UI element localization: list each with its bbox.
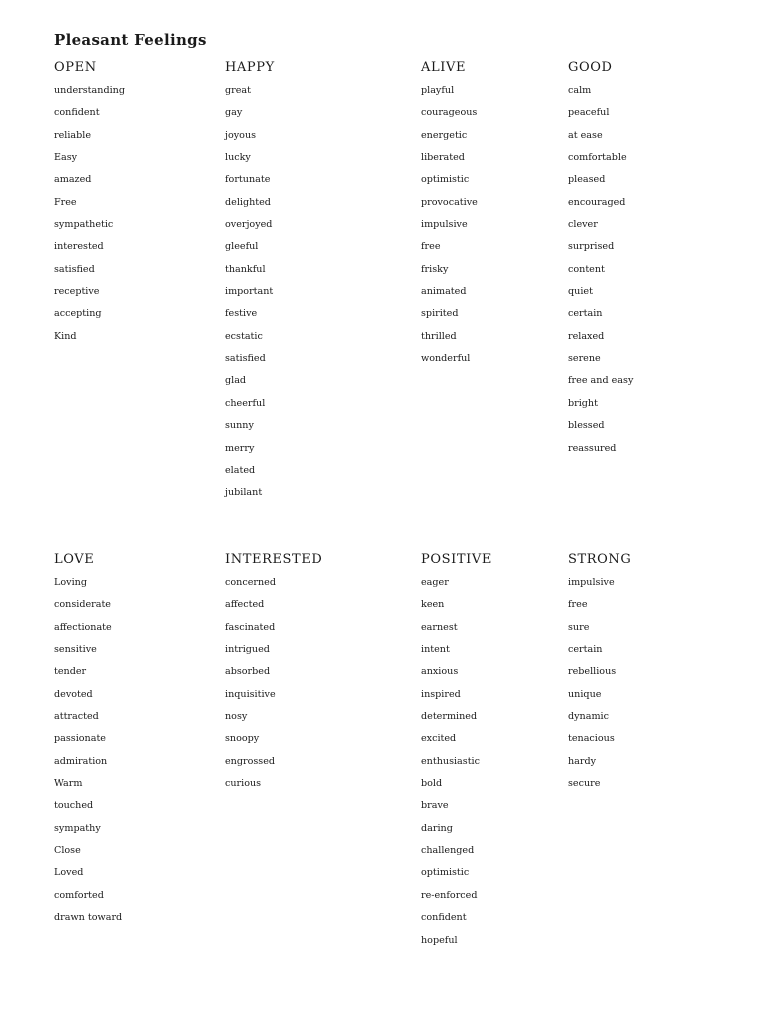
feeling-word: free (421, 241, 441, 253)
feeling-word: peaceful (568, 107, 610, 119)
feeling-word: curious (225, 778, 262, 790)
word-list (568, 576, 631, 799)
feeling-word: thrilled (421, 330, 457, 342)
feeling-word: thankful (225, 263, 266, 275)
feeling-word: wonderful (421, 353, 471, 365)
feeling-word: quiet (568, 286, 593, 298)
feeling-word: determined (421, 711, 478, 723)
feeling-word: receptive (54, 286, 100, 298)
feeling-word: nosy (225, 711, 248, 723)
feeling-word: Kind (54, 330, 77, 342)
column-header: ALIVE (421, 60, 467, 75)
feeling-word: rebellious (568, 666, 617, 678)
feeling-word: Easy (54, 152, 78, 164)
feeling-word: understanding (54, 85, 125, 96)
feeling-word: glad (225, 375, 247, 387)
feeling-word: lucky (225, 152, 251, 164)
feeling-word: tender (54, 666, 87, 678)
feeling-word: serene (568, 353, 601, 365)
feeling-word: merry (225, 442, 255, 454)
feeling-column (54, 552, 122, 934)
feeling-word: confident (54, 107, 100, 119)
feeling-word: affectionate (54, 621, 112, 633)
feeling-word: touched (54, 800, 94, 812)
feeling-word: satisfied (54, 263, 95, 275)
feeling-word: admiration (54, 755, 108, 767)
feeling-word: interested (54, 241, 104, 253)
word-list (568, 84, 633, 464)
feeling-word: fortunate (225, 174, 271, 186)
feeling-word: optimistic (421, 174, 470, 186)
feeling-word: re-enforced (421, 889, 478, 901)
feeling-word: jubilant (225, 487, 263, 499)
feeling-word: reliable (54, 129, 92, 141)
feeling-word: comfortable (568, 152, 627, 164)
word-list (225, 576, 322, 799)
feeling-column (54, 60, 125, 352)
feeling-word: sympathetic (54, 219, 114, 231)
feeling-word: optimistic (421, 867, 470, 879)
feeling-word: blessed (568, 420, 605, 432)
feeling-word: tenacious (568, 733, 615, 745)
feeling-word: playful (421, 85, 455, 96)
feeling-word: passionate (54, 733, 106, 745)
column-header: POSITIVE (421, 552, 492, 567)
feeling-word: elated (225, 464, 256, 476)
feeling-word: brave (421, 800, 449, 812)
feeling-word: courageous (421, 107, 478, 119)
feeling-word: delighted (225, 196, 271, 208)
feeling-word: bold (421, 778, 443, 790)
feeling-word: inquisitive (225, 688, 276, 700)
feeling-word: sympathy (54, 822, 101, 834)
feeling-word: Warm (54, 778, 83, 790)
column-header: STRONG (568, 552, 632, 567)
feeling-word: intent (421, 644, 450, 656)
feeling-word: drawn toward (54, 912, 123, 924)
feeling-word: engrossed (225, 755, 276, 767)
feeling-word: devoted (54, 688, 93, 700)
feeling-word: festive (225, 308, 258, 320)
feeling-word: content (568, 263, 605, 275)
column-header: LOVE (54, 552, 95, 567)
feeling-word: hardy (568, 755, 597, 767)
feeling-word: keen (421, 599, 445, 611)
feeling-word: bright (568, 397, 598, 409)
feeling-word: comforted (54, 889, 104, 901)
word-list (421, 84, 478, 374)
feeling-column (421, 60, 478, 374)
feeling-word: energetic (421, 129, 468, 141)
word-list (54, 84, 125, 352)
feeling-word: sure (568, 621, 590, 633)
feeling-word: cheerful (225, 397, 266, 409)
feeling-word: dynamic (568, 711, 609, 723)
feeling-word: confident (421, 912, 467, 924)
word-list (421, 576, 492, 956)
feeling-word: absorbed (225, 666, 271, 678)
feeling-word: impulsive (421, 219, 468, 231)
feeling-word: free (568, 599, 588, 611)
feeling-word: intrigued (225, 644, 270, 656)
feeling-word: fascinated (225, 621, 276, 633)
column-header: GOOD (568, 60, 613, 75)
feeling-word: relaxed (568, 330, 605, 342)
feeling-word: certain (568, 644, 603, 656)
feeling-word: gay (225, 107, 243, 119)
feeling-word: attracted (54, 711, 99, 723)
feeling-word: anxious (421, 666, 459, 678)
column-header: OPEN (54, 60, 97, 75)
feeling-word: animated (421, 286, 467, 298)
feeling-word: clever (568, 219, 598, 231)
feeling-column (225, 552, 322, 799)
feeling-word: amazed (54, 174, 92, 186)
feeling-word: considerate (54, 599, 111, 611)
feeling-word: frisky (421, 263, 449, 275)
feeling-word: excited (421, 733, 457, 745)
feeling-word: unique (568, 688, 602, 700)
feeling-word: daring (421, 822, 453, 834)
feeling-word: sunny (225, 420, 254, 432)
feeling-column (568, 60, 633, 464)
feeling-word: spirited (421, 308, 459, 320)
feeling-word: sensitive (54, 644, 97, 656)
feeling-column (421, 552, 492, 956)
feeling-word: inspired (421, 688, 461, 700)
feeling-word: certain (568, 308, 603, 320)
page-title: Pleasant Feelings (54, 31, 207, 49)
feeling-word: important (225, 286, 274, 298)
feeling-word: free and easy (568, 375, 634, 387)
feeling-word: impulsive (568, 577, 615, 588)
word-list (225, 84, 275, 509)
feeling-word: affected (225, 599, 265, 611)
feeling-word: Close (54, 845, 81, 857)
feeling-word: overjoyed (225, 219, 273, 231)
feeling-word: surprised (568, 241, 615, 253)
feeling-word: secure (568, 778, 601, 790)
feeling-word: calm (568, 85, 592, 96)
feeling-word: enthusiastic (421, 755, 481, 767)
feeling-word: pleased (568, 174, 606, 186)
word-list (54, 576, 122, 934)
feeling-word: Loved (54, 867, 84, 879)
feeling-word: accepting (54, 308, 102, 320)
feeling-word: challenged (421, 845, 475, 857)
feeling-column (225, 60, 275, 509)
feeling-word: snoopy (225, 733, 260, 745)
feeling-word: provocative (421, 196, 478, 208)
feeling-word: satisfied (225, 353, 266, 365)
feeling-word: hopeful (421, 934, 458, 946)
feeling-word: great (225, 85, 251, 96)
feeling-word: at ease (568, 129, 603, 141)
feeling-word: ecstatic (225, 330, 263, 342)
feeling-word: reassured (568, 442, 617, 454)
feeling-word: joyous (225, 129, 257, 141)
feeling-word: Loving (54, 577, 87, 588)
feeling-word: concerned (225, 577, 276, 588)
feeling-word: encouraged (568, 196, 626, 208)
column-header: HAPPY (225, 60, 275, 75)
feeling-word: liberated (421, 152, 465, 164)
feeling-word: Free (54, 196, 77, 208)
column-header: INTERESTED (225, 552, 323, 567)
feeling-column (568, 552, 631, 799)
feeling-word: eager (421, 577, 449, 588)
feeling-word: gleeful (225, 241, 259, 253)
feeling-word: earnest (421, 621, 458, 633)
